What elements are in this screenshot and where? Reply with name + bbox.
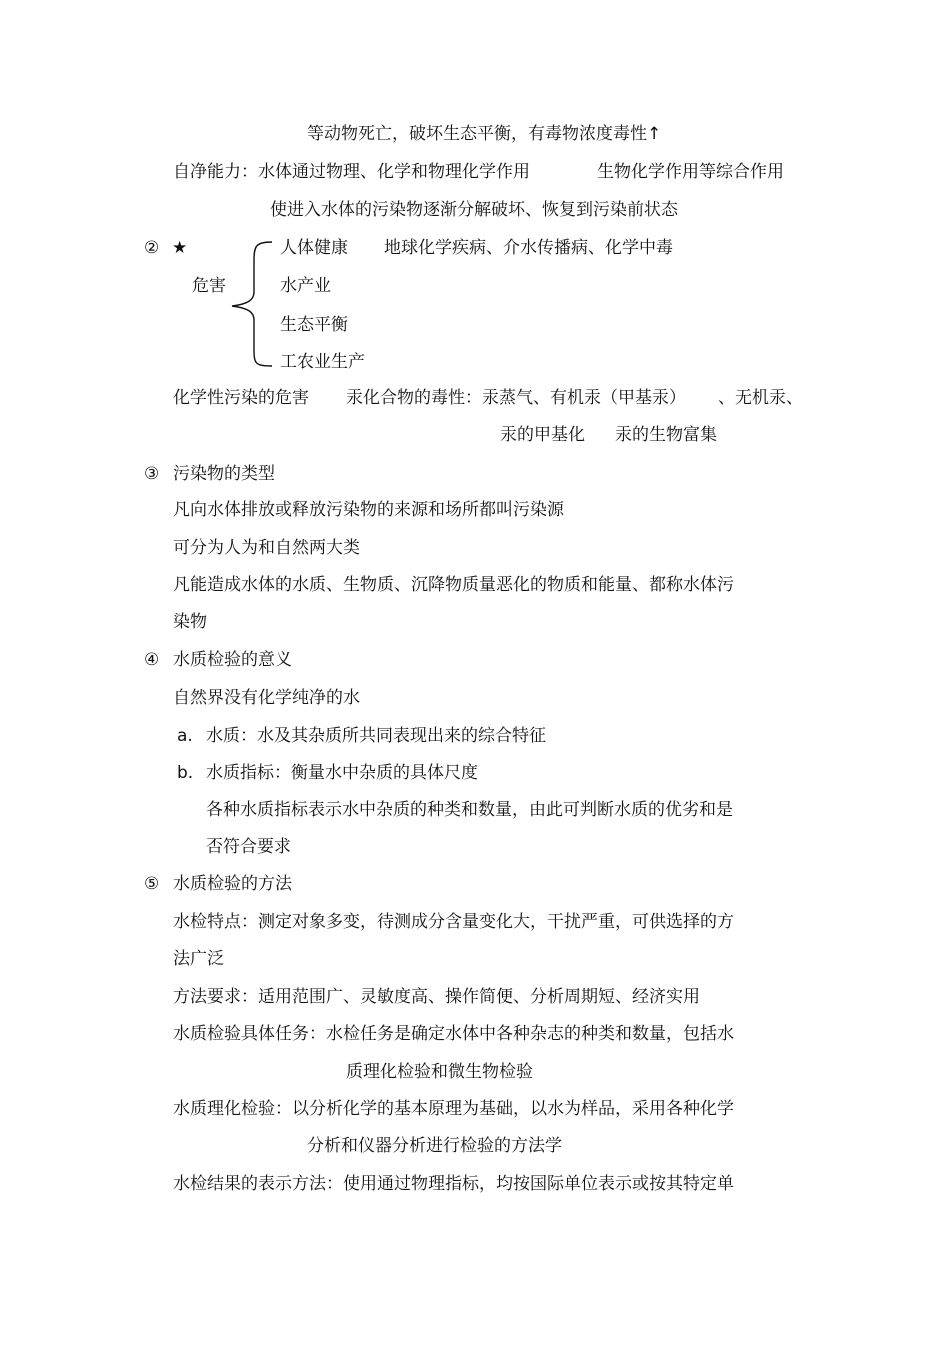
s5-requirements: 方法要求：适用范围广、灵敏度高、操作简便、分析周期短、经济实用 — [173, 987, 700, 1007]
harm-label: 危害 — [192, 276, 226, 296]
s4-item-b-detail-a: 各种水质指标表示水中杂质的种类和数量，由此可判断水质的优劣和是 — [206, 800, 733, 820]
section-3-title: 污染物的类型 — [173, 464, 275, 484]
star-icon: ★ — [172, 238, 188, 258]
harm-item-ecology: 生态平衡 — [280, 315, 348, 335]
chem-title: 化学性污染的危害 — [173, 388, 309, 408]
chem-bioaccumulation: 汞的生物富集 — [615, 425, 717, 445]
section-number-4: ④ — [144, 650, 160, 670]
s5-features-a: 水检特点：测定对象多变，待测成分含量变化大，干扰严重，可供选择的方 — [173, 912, 734, 932]
harm-item-aquaculture: 水产业 — [280, 276, 331, 296]
section-number-5: ⑤ — [144, 874, 160, 894]
s4-item-a-marker: a. — [177, 726, 193, 746]
section-number-3: ③ — [144, 464, 160, 484]
section-number-2: ② — [144, 238, 160, 258]
s3-paragraph-1: 凡向水体排放或释放污染物的来源和场所都叫污染源 — [173, 500, 564, 520]
harm-health-detail: 地球化学疾病、介水传播病、化学中毒 — [384, 238, 673, 258]
chem-mercury-tail: 、无机汞、 — [718, 388, 803, 408]
s4-item-b-text: 水质指标：衡量水中杂质的具体尺度 — [206, 763, 478, 783]
line-restore: 使进入水体的污染物逐渐分解破坏、恢复到污染前状态 — [270, 200, 678, 220]
s5-physchem-a: 水质理化检验：以分析化学的基本原理为基础，以水为样品，采用各种化学 — [173, 1099, 734, 1119]
s5-result: 水检结果的表示方法：使用通过物理指标，均按国际单位表示或按其特定单 — [173, 1174, 734, 1194]
section-4-title: 水质检验的意义 — [173, 650, 292, 670]
s5-task-a: 水质检验具体任务：水检任务是确定水体中各种杂志的种类和数量，包括水 — [173, 1024, 734, 1044]
line-biochemical: 生物化学作用等综合作用 — [597, 162, 784, 182]
chem-mercury-toxicity: 汞化合物的毒性：汞蒸气、有机汞（甲基汞） — [346, 388, 686, 408]
s5-features-b: 法广泛 — [173, 949, 224, 969]
curly-brace — [228, 240, 276, 370]
chem-methylation: 汞的甲基化 — [500, 425, 585, 445]
s5-physchem-b: 分析和仪器分析进行检验的方法学 — [307, 1136, 562, 1156]
s4-item-b-marker: b. — [177, 763, 194, 783]
section-5-title: 水质检验的方法 — [173, 874, 292, 894]
harm-item-industry: 工农业生产 — [280, 352, 365, 372]
s5-task-b: 质理化检验和微生物检验 — [346, 1062, 533, 1082]
s3-paragraph-3a: 凡能造成水体的水质、生物质、沉降物质量恶化的物质和能量、都称水体污 — [173, 575, 734, 595]
harm-item-health: 人体健康 — [280, 238, 348, 258]
s4-paragraph-1: 自然界没有化学纯净的水 — [173, 688, 360, 708]
s4-item-b-detail-b: 否符合要求 — [206, 837, 291, 857]
line-self-purification: 自净能力：水体通过物理、化学和物理化学作用 — [173, 162, 530, 182]
s3-paragraph-3b: 染物 — [173, 612, 207, 632]
s4-item-a-text: 水质：水及其杂质所共同表现出来的综合特征 — [206, 726, 546, 746]
line-animal-death: 等动物死亡，破坏生态平衡，有毒物浓度毒性↑ — [307, 124, 662, 144]
s3-paragraph-2: 可分为人为和自然两大类 — [173, 538, 360, 558]
